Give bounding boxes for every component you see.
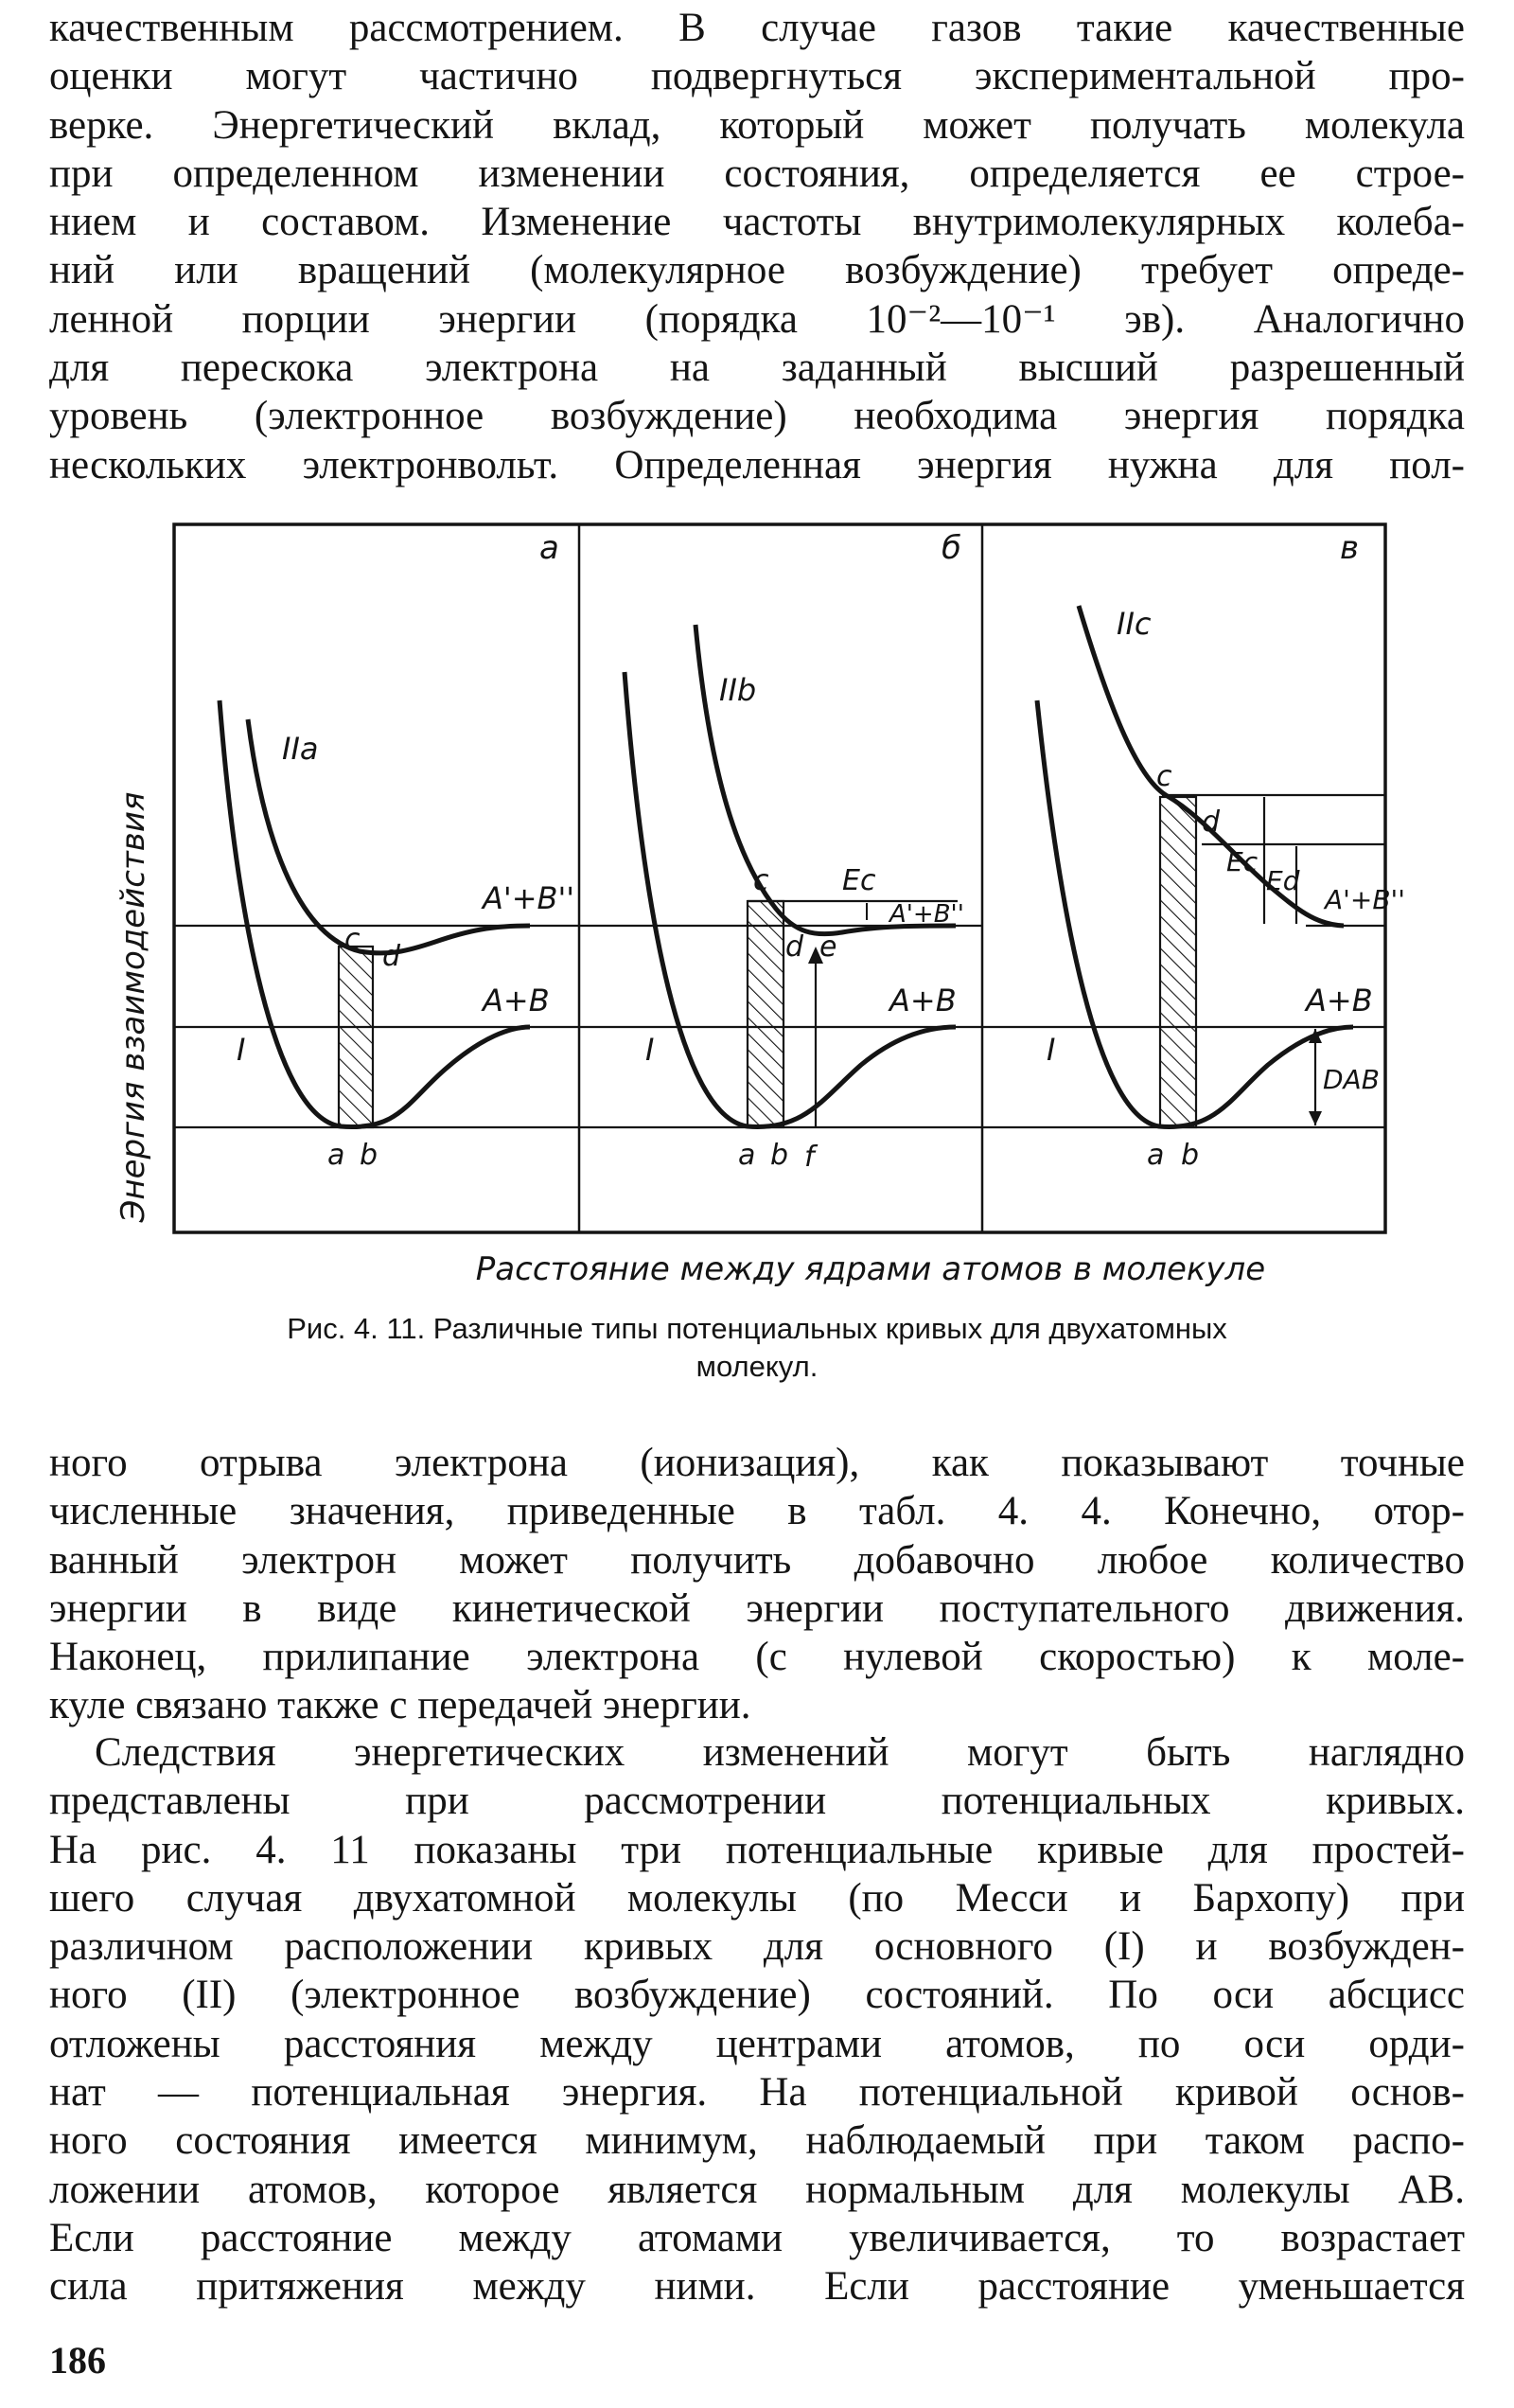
label-Ec-c: Ec [1226, 846, 1259, 877]
text-line: энергии в виде кинетической энергии поступательного движения. [49, 1585, 1465, 1631]
point-b-b: b [770, 1139, 789, 1172]
text-line: качественным рассмотрением. В случае газов такие качественные [49, 6, 1465, 50]
figure-caption [114, 1310, 1400, 1386]
text-line: уровень (электронное возбуждение) необходима энергия порядка [49, 394, 1465, 439]
label-asymptote-ground-b: A+B [889, 983, 957, 1018]
text-line: различном расположении кривых для основного (I) и возбужден- [49, 1924, 1465, 1970]
curve-IIc [1079, 606, 1344, 926]
text-line: ванный электрон может получить добавочно любое количество [49, 1537, 1465, 1583]
text-line: отложены расстояния между центрами атомов, по оси орди- [49, 2021, 1465, 2066]
text-line: верке. Энергетический вклад, который может получать молекула [49, 102, 1465, 148]
arrowhead-dab-bottom [1309, 1111, 1322, 1125]
panel-letter-a: а [539, 529, 559, 567]
caption-line: молекул. [695, 1350, 819, 1383]
text-line: На рис. 4. 11 показаны три потенциальные кривые для простей- [49, 1827, 1465, 1872]
text-line: при определенном изменении состояния, определяется ее строе- [49, 150, 1465, 196]
paragraph-top [49, 4, 1465, 489]
page-number: 186 [49, 2339, 106, 2381]
text-line: ложении атомов, которое является нормальным для молекулы AB. [49, 2167, 1465, 2212]
caption-line: Рис. 4. 11. Различные типы потенциальных кривых для двухатомных [287, 1312, 1227, 1345]
label-asymptote-excited-b: A'+B'' [889, 900, 964, 929]
x-axis-label: Расстояние между ядрами атомов в молекуле [475, 1250, 1266, 1288]
text-line: ного отрыва электрона (ионизация), как показывают точные [49, 1441, 1465, 1485]
label-I-c: I [1047, 1032, 1056, 1068]
hatched-region-b [748, 901, 783, 1127]
text-line: нат — потенциальная энергия. На потенциальной кривой основ- [49, 2070, 1465, 2116]
label-asymptote-excited-c: A'+B'' [1325, 884, 1405, 915]
text-line: ного (II) (электронное возбуждение) состояний. По оси абсцисс [49, 1973, 1465, 2018]
label-IIc: IIc [1117, 606, 1152, 642]
point-e-b: e [819, 930, 837, 964]
point-d-a: d [382, 940, 401, 973]
label-DAB-c: DAB [1323, 1064, 1380, 1095]
text-line: сила притяжения между ними. Если расстояние уменьшается [49, 2264, 1465, 2310]
text-line: нием и составом. Изменение частоты внутримолекулярных колеба- [49, 200, 1465, 245]
paragraph-bottom [49, 1728, 1465, 2311]
point-c-b: c [753, 864, 769, 897]
point-d-c: d [1202, 806, 1221, 839]
text-line: ний или вращений (молекулярное возбуждение) требует опреде- [49, 248, 1465, 293]
text-line: представлены при рассмотрении потенциальных кривых. [49, 1779, 1465, 1824]
label-IIa: IIa [282, 731, 319, 767]
text-line: Наконец, прилипание электрона (с нулевой скоростью) к моле- [49, 1635, 1465, 1680]
text-line: оценки могут частично подвергнуться экспериментальной про- [49, 54, 1465, 99]
label-asymptote-ground-c: A+B [1306, 983, 1373, 1018]
label-Ed-c: Ed [1266, 865, 1300, 896]
label-I-b: I [645, 1032, 655, 1068]
text-line: ленной порции энергии (порядка 10⁻²—10⁻¹ эв). Аналогично [49, 296, 1465, 342]
text-line: шего случая двухатомной молекулы (по Месси и Бархопу) при [49, 1875, 1465, 1921]
point-b-a: b [360, 1139, 378, 1172]
paragraph-middle [49, 1439, 1465, 1730]
text-line: ного состояния имеется минимум, наблюдаемый при таком распо- [49, 2118, 1465, 2164]
text-line: для перескока электрона на заданный высший разрешенный [49, 345, 1465, 391]
y-axis-label: Энергия взаимодействия [114, 791, 152, 1223]
label-Ec-b: Ec [842, 864, 876, 897]
point-f-b: f [804, 1141, 815, 1174]
hatched-region-c [1160, 797, 1196, 1127]
text-line: численные значения, приведенные в табл. 4. 4. Конечно, отор- [49, 1489, 1465, 1534]
hatched-region-a [339, 947, 373, 1127]
panel-letter-v: в [1340, 529, 1360, 567]
point-a-b: a [738, 1139, 756, 1172]
point-b-c: b [1181, 1139, 1200, 1172]
point-a-c: a [1147, 1139, 1165, 1172]
text-line: нескольких электронвольт. Определенная энергия нужна для пол- [49, 442, 1465, 487]
point-a-a: a [327, 1139, 345, 1172]
text-line: Следствия энергетических изменений могут быть наглядно [95, 1730, 1465, 1775]
curve-IIb [695, 625, 956, 934]
label-I-a: I [237, 1032, 246, 1068]
panel-letter-b: б [942, 529, 961, 567]
label-asymptote-ground-a: A+B [483, 983, 550, 1018]
text-line: Если расстояние между атомами увеличивается, то возрастает [49, 2215, 1465, 2260]
point-d-b: d [785, 930, 804, 964]
point-c-c: c [1156, 760, 1172, 793]
point-c-a: c [344, 923, 361, 956]
figure-potential-curves [0, 511, 1514, 1401]
label-IIb: IIb [719, 672, 757, 708]
text-line: куле связано также с передачей энергии. [49, 1683, 751, 1728]
label-asymptote-excited-a: A'+B'' [483, 880, 575, 916]
